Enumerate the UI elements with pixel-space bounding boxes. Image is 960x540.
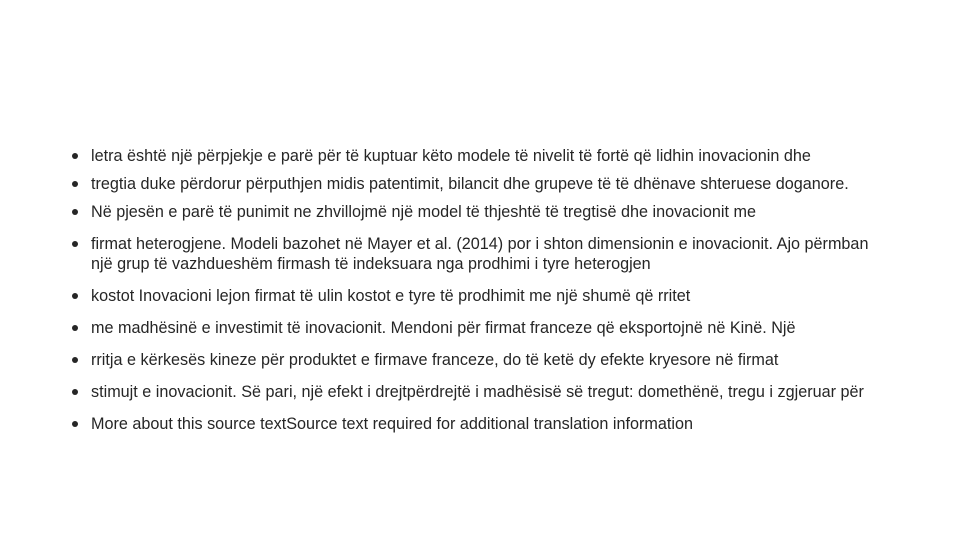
bullet-icon (72, 209, 78, 215)
bullet-icon (72, 357, 78, 363)
bullet-item (72, 414, 892, 434)
bullet-text: firmat heterogjene. Modeli bazohet në Mayer et al. (2014) por i shton dimensionin e inovacionit. Ajo përmban një grup të vazhdueshëm firmash të indeksuara nga prodhimi i tyre heterogjen (91, 235, 869, 273)
bullet-item (72, 318, 892, 338)
bullet-icon (72, 325, 78, 331)
bullet-item (72, 382, 892, 402)
bullet-text: More about this source textSource text required for additional translation information (91, 415, 693, 433)
bullet-icon (72, 153, 78, 159)
bullet-text: me madhësinë e investimit të inovacionit. Mendoni për firmat franceze që eksportojnë në Kinë. Një (91, 319, 796, 337)
bullet-item (72, 174, 892, 194)
bullet-text: kostot Inovacioni lejon firmat të ulin kostot e tyre të prodhimit me një shumë që rritet (91, 287, 691, 305)
bullet-text: tregtia duke përdorur përputhjen midis patentimit, bilancit dhe grupeve të të dhënave shteruese doganore. (91, 175, 849, 193)
bullet-item (72, 202, 892, 222)
bullet-text: Në pjesën e parë të punimit ne zhvillojmë një model të thjeshtë të tregtisë dhe inovacionit me (91, 203, 756, 221)
bullet-icon (72, 389, 78, 395)
bullet-icon (72, 181, 78, 187)
bullet-text: letra është një përpjekje e parë për të kuptuar këto modele të nivelit të fortë që lidhin inovacionin dhe (91, 147, 811, 165)
bullet-text: stimujt e inovacionit. Së pari, një efekt i drejtpërdrejtë i madhësisë së tregut: domethënë, tregu i zgjeruar për (91, 383, 864, 401)
bullet-item (72, 286, 892, 306)
bullet-icon (72, 421, 78, 427)
bullet-item (72, 146, 892, 166)
bullet-icon (72, 293, 78, 299)
bullet-item (72, 234, 892, 274)
bullet-list (72, 146, 892, 442)
bullet-text: rritja e kërkesës kineze për produktet e firmave franceze, do të ketë dy efekte kryesore në firmat (91, 351, 779, 369)
bullet-item (72, 350, 892, 370)
bullet-icon (72, 241, 78, 247)
